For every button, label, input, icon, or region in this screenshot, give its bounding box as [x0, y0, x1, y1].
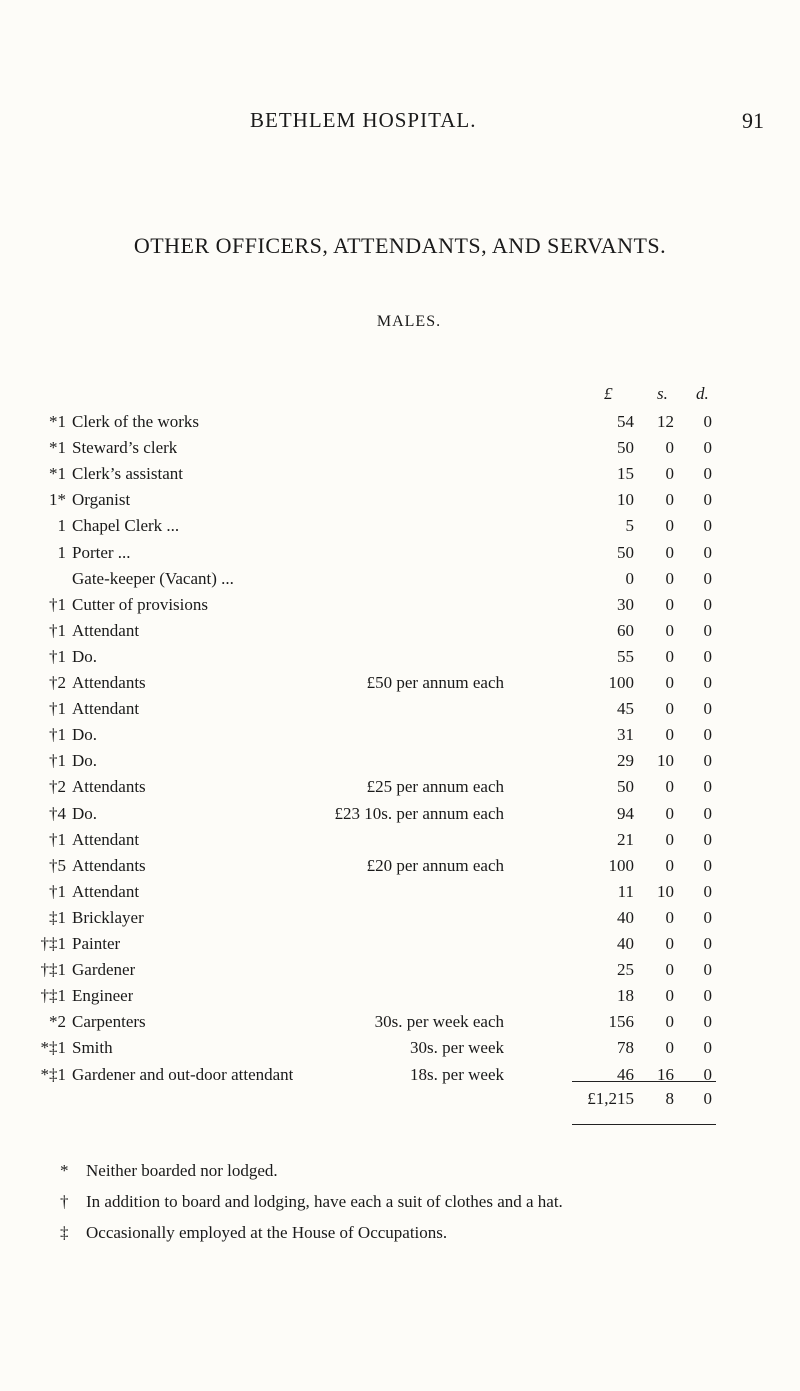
row-shillings: 0	[665, 699, 674, 719]
row-shillings: 12	[657, 412, 674, 431]
row-mark: *1	[49, 412, 66, 431]
row-mark: †1	[49, 594, 66, 614]
total-pence: 0	[703, 1089, 712, 1108]
row-mark: 1*	[49, 490, 66, 510]
row-shillings: 0	[665, 960, 674, 980]
row-title: Attendants	[72, 777, 146, 797]
row-title: Chapel Clerk ...	[72, 516, 180, 536]
table-row	[0, 852, 800, 880]
table-row	[0, 539, 800, 567]
total-pounds: £1,215	[587, 1089, 634, 1108]
row-pence: 0	[703, 725, 712, 745]
row-shillings: 0	[665, 646, 674, 666]
row-pounds: 94	[617, 803, 634, 823]
total-shillings: 8	[665, 1089, 674, 1108]
row-rate: 18s. per week	[410, 1064, 504, 1084]
row-pence: 0	[703, 464, 712, 484]
table-row	[0, 643, 800, 671]
row-pence: 0	[703, 881, 712, 901]
row-pence: 0	[703, 1064, 712, 1084]
row-mark: †1	[49, 646, 66, 666]
row-pounds: 5	[625, 516, 634, 536]
row-mark: 1	[57, 516, 66, 536]
row-mark: ‡1	[49, 907, 66, 927]
row-rate: £20 per annum each	[366, 855, 504, 875]
row-pence: 0	[703, 777, 712, 797]
row-pounds: 40	[617, 934, 634, 953]
row-title: Gardener and out-door attendant	[72, 1064, 294, 1084]
table-row	[0, 1008, 800, 1036]
row-title: Do.	[72, 751, 98, 771]
row-pounds: 0	[625, 568, 634, 588]
row-pence: 0	[703, 490, 712, 510]
row-shillings: 0	[665, 803, 674, 823]
footnote-symbol: ‡	[60, 1223, 69, 1242]
row-pence: 0	[703, 803, 712, 823]
row-shillings: 0	[665, 464, 674, 484]
row-pence: 0	[703, 516, 712, 536]
row-shillings: 0	[665, 986, 674, 1006]
row-title: Engineer	[72, 986, 134, 1006]
table-row	[0, 956, 800, 984]
row-shillings: 0	[665, 725, 674, 745]
row-title: Attendant	[72, 620, 140, 640]
row-rate: £23 10s. per annum each	[334, 803, 504, 823]
row-rate: 30s. per week	[410, 1038, 504, 1058]
row-pounds: 18	[617, 986, 634, 1006]
row-shillings: 0	[665, 829, 674, 849]
section-title: OTHER OFFICERS, ATTENDANTS, AND SERVANTS.	[133, 233, 667, 258]
row-mark: †2	[49, 777, 66, 797]
row-title: Cutter of provisions	[72, 594, 208, 614]
row-mark: †4	[49, 803, 66, 823]
footnote-symbol: †	[60, 1192, 69, 1211]
row-pounds: 31	[617, 725, 634, 745]
table-row	[0, 669, 800, 697]
table-row	[0, 512, 800, 540]
table-row	[0, 982, 800, 1010]
table-row	[0, 800, 800, 828]
row-mark: *2	[49, 1012, 66, 1032]
row-shillings: 0	[665, 516, 674, 536]
row-pence: 0	[703, 907, 712, 927]
row-pence: 0	[703, 1012, 712, 1032]
row-shillings: 0	[665, 1038, 674, 1058]
table-row	[0, 486, 800, 514]
row-pounds: 100	[608, 855, 634, 875]
row-pounds: 54	[617, 412, 634, 431]
row-shillings: 10	[657, 881, 674, 901]
row-rate: £50 per annum each	[366, 673, 504, 692]
table-row	[0, 721, 800, 749]
row-title: Steward’s clerk	[72, 438, 178, 458]
row-pounds: 55	[617, 646, 634, 666]
row-shillings: 10	[657, 751, 674, 771]
row-pounds: 50	[617, 438, 634, 458]
running-head: BETHLEM HOSPITAL.	[250, 108, 477, 132]
subsection-title: MALES.	[376, 313, 442, 330]
row-mark: *‡1	[40, 1038, 66, 1058]
table-row	[0, 591, 800, 619]
row-pounds: 11	[617, 881, 634, 901]
row-shillings: 16	[657, 1064, 674, 1084]
row-shillings: 0	[665, 855, 674, 875]
row-pence: 0	[703, 829, 712, 849]
row-pence: 0	[703, 960, 712, 980]
row-shillings: 0	[665, 490, 674, 510]
row-pounds: 40	[617, 907, 634, 927]
row-title: Porter ...	[72, 542, 131, 562]
row-title: Attendants	[72, 855, 146, 875]
row-mark: 1	[57, 542, 66, 562]
row-mark: †1	[49, 881, 66, 901]
row-pence: 0	[703, 751, 712, 771]
row-pence: 0	[703, 699, 712, 719]
row-mark: †‡1	[40, 934, 66, 953]
row-pence: 0	[703, 986, 712, 1006]
row-rate: £25 per annum each	[366, 777, 504, 797]
footnote	[60, 1155, 278, 1187]
row-title: Do.	[72, 803, 98, 823]
row-title: Do.	[72, 725, 98, 745]
row-shillings: 0	[665, 673, 674, 692]
total-row	[0, 1085, 800, 1113]
row-mark: †1	[49, 620, 66, 640]
total-rule-top	[572, 1081, 716, 1082]
row-shillings: 0	[665, 1012, 674, 1032]
row-pounds: 46	[617, 1064, 634, 1084]
row-title: Attendant	[72, 881, 140, 901]
row-mark: *1	[49, 438, 66, 458]
row-pence: 0	[703, 1038, 712, 1058]
footnote	[60, 1186, 563, 1218]
row-pounds: 156	[608, 1012, 634, 1032]
column-head-shillings: s.	[657, 384, 668, 403]
table-row	[0, 826, 800, 854]
row-pence: 0	[703, 673, 712, 692]
row-rate: 30s. per week each	[374, 1012, 504, 1032]
row-pounds: 15	[617, 464, 634, 484]
table-row	[0, 565, 800, 593]
row-title: Do.	[72, 646, 98, 666]
row-title: Attendants	[72, 673, 146, 692]
row-mark: †2	[49, 673, 66, 692]
row-pounds: 25	[617, 960, 634, 980]
row-pence: 0	[703, 934, 712, 953]
row-title: Clerk’s assistant	[72, 464, 183, 484]
row-title: Clerk of the works	[72, 412, 200, 431]
row-title: Smith	[72, 1038, 113, 1058]
row-shillings: 0	[665, 907, 674, 927]
row-pounds: 100	[608, 673, 634, 692]
table-row	[0, 460, 800, 488]
row-mark: †1	[49, 699, 66, 719]
row-pence: 0	[703, 594, 712, 614]
table-row	[0, 434, 800, 462]
row-shillings: 0	[665, 438, 674, 458]
footnote-symbol: *	[60, 1161, 69, 1180]
row-pence: 0	[703, 620, 712, 640]
row-mark: †‡1	[40, 986, 66, 1006]
footnote-text: Occasionally employed at the House of Occupations.	[86, 1223, 448, 1242]
row-shillings: 0	[665, 594, 674, 614]
row-mark: *1	[49, 464, 66, 484]
row-mark: †‡1	[40, 960, 66, 980]
page-header	[0, 108, 800, 138]
row-mark: †1	[49, 751, 66, 771]
row-mark: †1	[49, 829, 66, 849]
row-pounds: 50	[617, 777, 634, 797]
row-shillings: 0	[665, 934, 674, 953]
row-shillings: 0	[665, 620, 674, 640]
footnote	[60, 1217, 447, 1249]
row-pence: 0	[703, 438, 712, 458]
table-row	[0, 408, 800, 436]
row-title: Organist	[72, 490, 131, 510]
row-mark: †1	[49, 725, 66, 745]
table-row	[0, 695, 800, 723]
row-pounds: 21	[617, 829, 634, 849]
row-pounds: 30	[617, 594, 634, 614]
footnote-text: In addition to board and lodging, have each a suit of clothes and a hat.	[86, 1192, 563, 1211]
row-title: Attendant	[72, 829, 140, 849]
table-row	[0, 1034, 800, 1062]
page-number: 91	[742, 108, 764, 133]
row-pence: 0	[703, 855, 712, 875]
row-pence: 0	[703, 568, 712, 588]
row-shillings: 0	[665, 542, 674, 562]
row-shillings: 0	[665, 777, 674, 797]
row-pounds: 45	[617, 699, 634, 719]
row-title: Gardener	[72, 960, 136, 980]
row-pounds: 10	[617, 490, 634, 510]
row-title: Attendant	[72, 699, 140, 719]
table-row	[0, 930, 800, 958]
row-title: Painter	[72, 934, 121, 953]
table-row	[0, 878, 800, 906]
row-pence: 0	[703, 646, 712, 666]
row-pence: 0	[703, 542, 712, 562]
table-row	[0, 773, 800, 801]
column-head-pounds: £	[604, 384, 613, 403]
row-shillings: 0	[665, 568, 674, 588]
row-pounds: 78	[617, 1038, 634, 1058]
row-pounds: 50	[617, 542, 634, 562]
row-title: Gate-keeper (Vacant) ...	[72, 568, 234, 588]
total-rule-bottom	[572, 1124, 716, 1125]
row-pence: 0	[703, 412, 712, 431]
table-row	[0, 747, 800, 775]
row-mark: *‡1	[40, 1064, 66, 1084]
footnote-text: Neither boarded nor lodged.	[86, 1161, 278, 1180]
row-title: Carpenters	[72, 1012, 146, 1032]
column-head-pence: d.	[696, 384, 709, 403]
row-title: Bricklayer	[72, 907, 144, 927]
table-row	[0, 904, 800, 932]
row-mark: †5	[49, 855, 66, 875]
row-pounds: 29	[617, 751, 634, 771]
row-pounds: 60	[617, 620, 634, 640]
table-row	[0, 617, 800, 645]
